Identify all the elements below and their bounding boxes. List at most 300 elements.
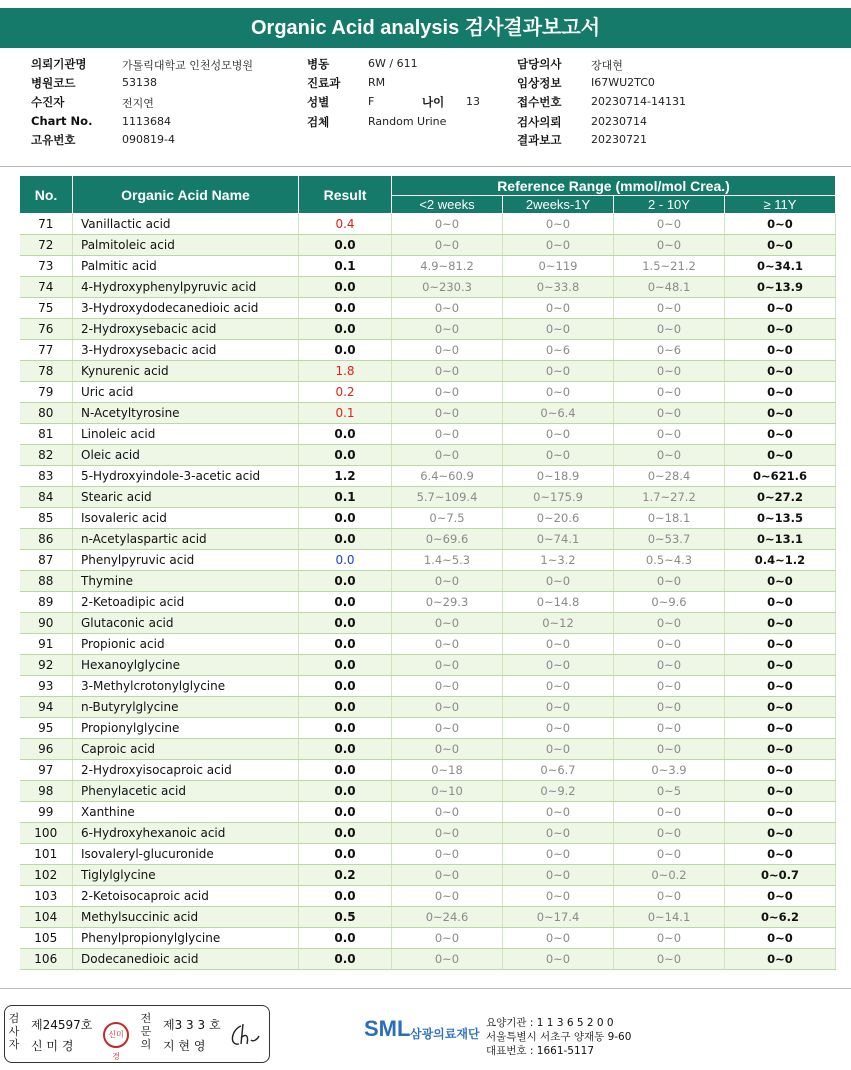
result-value: 0.1 [299, 487, 392, 508]
range-2weeks-1y: 0~0 [503, 949, 614, 970]
range-2-10y: 0~0 [614, 445, 725, 466]
range-11y-plus: 0~13.9 [725, 277, 836, 298]
range-11y-plus: 0~0 [725, 235, 836, 256]
acid-name: Phenylpyruvic acid [73, 550, 299, 571]
range-under-2-weeks: 0~0 [392, 319, 503, 340]
range-11y-plus: 0~0 [725, 340, 836, 361]
range-under-2-weeks: 0~0 [392, 886, 503, 907]
range-11y-plus: 0~0 [725, 655, 836, 676]
table-row [20, 298, 836, 319]
range-11y-plus: 0~0 [725, 928, 836, 949]
result-value: 0.4 [299, 214, 392, 235]
range-header-3: 2 - 10Y [614, 196, 725, 214]
row-number: 83 [20, 466, 73, 487]
info-label: Chart No. [31, 114, 93, 128]
table-row [20, 403, 836, 424]
range-2weeks-1y: 0~0 [503, 823, 614, 844]
result-value: 0.0 [299, 928, 392, 949]
range-11y-plus: 0~0 [725, 361, 836, 382]
range-2-10y: 0~0 [614, 634, 725, 655]
range-2weeks-1y: 0~0 [503, 361, 614, 382]
row-number: 96 [20, 739, 73, 760]
result-value: 0.0 [299, 571, 392, 592]
range-2-10y: 0~5 [614, 781, 725, 802]
range-2-10y: 0~18.1 [614, 508, 725, 529]
range-2weeks-1y: 1~3.2 [503, 550, 614, 571]
row-number: 90 [20, 613, 73, 634]
acid-name: N-Acetyltyrosine [73, 403, 299, 424]
range-under-2-weeks: 0~0 [392, 382, 503, 403]
range-11y-plus: 0~6.2 [725, 907, 836, 928]
result-value: 0.0 [299, 634, 392, 655]
table-row [20, 655, 836, 676]
signature-box [4, 1005, 270, 1063]
range-under-2-weeks: 0~230.3 [392, 277, 503, 298]
range-under-2-weeks: 0~0 [392, 571, 503, 592]
info-value: 전지연 [122, 97, 154, 110]
result-value: 0.0 [299, 235, 392, 256]
row-number: 100 [20, 823, 73, 844]
range-2weeks-1y: 0~6.7 [503, 760, 614, 781]
range-11y-plus: 0~0 [725, 886, 836, 907]
acid-name: Dodecanedioic acid [73, 949, 299, 970]
range-2weeks-1y: 0~119 [503, 256, 614, 277]
range-2weeks-1y: 0~0 [503, 676, 614, 697]
row-number: 75 [20, 298, 73, 319]
range-under-2-weeks: 0~0 [392, 697, 503, 718]
range-2-10y: 0~0 [614, 928, 725, 949]
row-number: 77 [20, 340, 73, 361]
range-under-2-weeks: 0~0 [392, 655, 503, 676]
result-value: 0.0 [299, 739, 392, 760]
table-row [20, 949, 836, 970]
result-value: 0.1 [299, 256, 392, 277]
table-row [20, 802, 836, 823]
range-2-10y: 0~0 [614, 949, 725, 970]
result-value: 0.2 [299, 382, 392, 403]
acid-name: 6-Hydroxyhexanoic acid [73, 823, 299, 844]
range-under-2-weeks: 1.4~5.3 [392, 550, 503, 571]
table-row [20, 697, 836, 718]
range-under-2-weeks: 0~69.6 [392, 529, 503, 550]
range-2-10y: 0~0 [614, 214, 725, 235]
result-value: 0.0 [299, 760, 392, 781]
result-value: 0.0 [299, 676, 392, 697]
table-row [20, 571, 836, 592]
result-value: 0.0 [299, 823, 392, 844]
row-number: 91 [20, 634, 73, 655]
range-under-2-weeks: 0~7.5 [392, 508, 503, 529]
tester-seal: 신미경 [103, 1022, 129, 1048]
tester-name: 신 미 경 [31, 1039, 74, 1053]
range-2-10y: 0~53.7 [614, 529, 725, 550]
acid-name: 2-Ketoisocaproic acid [73, 886, 299, 907]
acid-name: 4-Hydroxyphenylpyruvic acid [73, 277, 299, 298]
acid-name: Kynurenic acid [73, 361, 299, 382]
acid-name: Oleic acid [73, 445, 299, 466]
table-row [20, 781, 836, 802]
info-label: 임상정보 [517, 76, 562, 90]
table-row [20, 256, 836, 277]
range-2weeks-1y: 0~20.6 [503, 508, 614, 529]
info-value: 6W / 611 [368, 57, 418, 70]
row-number: 105 [20, 928, 73, 949]
range-under-2-weeks: 0~0 [392, 634, 503, 655]
row-number: 73 [20, 256, 73, 277]
row-number: 103 [20, 886, 73, 907]
result-value: 0.0 [299, 508, 392, 529]
acid-name: 2-Ketoadipic acid [73, 592, 299, 613]
range-11y-plus: 0~0 [725, 781, 836, 802]
range-2weeks-1y: 0~0 [503, 571, 614, 592]
info-value: 가톨릭대학교 인천성모병원 [122, 59, 254, 72]
tester-label: 검사자 [8, 1012, 20, 1051]
range-11y-plus: 0~0 [725, 403, 836, 424]
info-value: F [368, 95, 375, 108]
range-2-10y: 0~48.1 [614, 277, 725, 298]
table-row [20, 760, 836, 781]
table-row [20, 235, 836, 256]
footer-divider [0, 988, 851, 989]
range-11y-plus: 0~0 [725, 718, 836, 739]
range-2weeks-1y: 0~0 [503, 928, 614, 949]
range-2-10y: 0~0 [614, 823, 725, 844]
row-number: 80 [20, 403, 73, 424]
result-value: 0.0 [299, 277, 392, 298]
range-2weeks-1y: 0~0 [503, 802, 614, 823]
acid-name: n-Butyrylglycine [73, 697, 299, 718]
info-label: 결과보고 [517, 133, 562, 147]
range-2-10y: 0~0 [614, 571, 725, 592]
row-number: 101 [20, 844, 73, 865]
table-row [20, 361, 836, 382]
result-value: 0.0 [299, 529, 392, 550]
row-number: 72 [20, 235, 73, 256]
org-name: 삼광의료재단 [410, 1027, 480, 1041]
range-11y-plus: 0~0 [725, 844, 836, 865]
table-row [20, 676, 836, 697]
range-11y-plus: 0~0 [725, 634, 836, 655]
age-label: 나이 [422, 95, 445, 109]
org-phone: 대표번호 : 1661-5117 [486, 1045, 595, 1057]
info-value: 장대현 [591, 59, 623, 72]
info-label: 의뢰기관명 [31, 57, 87, 71]
range-2-10y: 0~0 [614, 235, 725, 256]
table-row [20, 907, 836, 928]
acid-name: Methylsuccinic acid [73, 907, 299, 928]
range-2weeks-1y: 0~14.8 [503, 592, 614, 613]
acid-name: 2-Hydroxyisocaproic acid [73, 760, 299, 781]
range-under-2-weeks: 0~0 [392, 949, 503, 970]
info-label: 병원코드 [31, 76, 76, 90]
range-2-10y: 0.5~4.3 [614, 550, 725, 571]
range-11y-plus: 0~0 [725, 613, 836, 634]
acid-name: Linoleic acid [73, 424, 299, 445]
range-2weeks-1y: 0~12 [503, 613, 614, 634]
range-under-2-weeks: 0~0 [392, 802, 503, 823]
result-value: 1.8 [299, 361, 392, 382]
range-under-2-weeks: 4.9~81.2 [392, 256, 503, 277]
range-2weeks-1y: 0~33.8 [503, 277, 614, 298]
range-under-2-weeks: 0~10 [392, 781, 503, 802]
info-label: 수진자 [31, 95, 65, 109]
range-11y-plus: 0~621.6 [725, 466, 836, 487]
table-row [20, 823, 836, 844]
row-number: 89 [20, 592, 73, 613]
range-11y-plus: 0~0 [725, 214, 836, 235]
info-value: 1113684 [122, 115, 171, 128]
result-value: 0.0 [299, 697, 392, 718]
acid-name: Hexanoylglycine [73, 655, 299, 676]
result-value: 1.2 [299, 466, 392, 487]
range-11y-plus: 0.4~1.2 [725, 550, 836, 571]
range-2weeks-1y: 0~175.9 [503, 487, 614, 508]
acid-name: Phenylacetic acid [73, 781, 299, 802]
range-2weeks-1y: 0~0 [503, 718, 614, 739]
row-number: 79 [20, 382, 73, 403]
range-under-2-weeks: 0~0 [392, 928, 503, 949]
result-value: 0.0 [299, 886, 392, 907]
table-row [20, 487, 836, 508]
table-row [20, 445, 836, 466]
result-value: 0.0 [299, 340, 392, 361]
range-2weeks-1y: 0~0 [503, 886, 614, 907]
row-number: 102 [20, 865, 73, 886]
table-row [20, 382, 836, 403]
range-2-10y: 1.5~21.2 [614, 256, 725, 277]
range-11y-plus: 0~34.1 [725, 256, 836, 277]
range-2weeks-1y: 0~0 [503, 634, 614, 655]
report-title: Organic Acid analysis 검사결과보고서 [0, 8, 851, 48]
range-2-10y: 0~0 [614, 802, 725, 823]
result-value: 0.0 [299, 445, 392, 466]
range-under-2-weeks: 0~0 [392, 235, 503, 256]
result-value: 0.0 [299, 844, 392, 865]
range-under-2-weeks: 0~0 [392, 298, 503, 319]
table-row [20, 214, 836, 235]
acid-name: Caproic acid [73, 739, 299, 760]
range-2-10y: 1.7~27.2 [614, 487, 725, 508]
row-number: 82 [20, 445, 73, 466]
range-11y-plus: 0~0 [725, 382, 836, 403]
acid-name: Palmitic acid [73, 256, 299, 277]
range-11y-plus: 0~13.1 [725, 529, 836, 550]
reviewer-label: 전문의 [140, 1012, 152, 1051]
acid-name: 3-Hydroxysebacic acid [73, 340, 299, 361]
range-2weeks-1y: 0~9.2 [503, 781, 614, 802]
range-under-2-weeks: 0~0 [392, 424, 503, 445]
row-number: 85 [20, 508, 73, 529]
range-2weeks-1y: 0~0 [503, 844, 614, 865]
tester-license: 제24597호 [31, 1018, 93, 1032]
range-under-2-weeks: 0~24.6 [392, 907, 503, 928]
info-value: 090819-4 [122, 133, 175, 146]
table-row [20, 424, 836, 445]
row-number: 95 [20, 718, 73, 739]
signature-icon [227, 1020, 263, 1050]
range-under-2-weeks: 0~0 [392, 739, 503, 760]
org-code: 요양기관 : 1 1 3 6 5 2 0 0 [486, 1017, 614, 1029]
result-value: 0.0 [299, 613, 392, 634]
row-number: 104 [20, 907, 73, 928]
range-under-2-weeks: 0~0 [392, 823, 503, 844]
range-under-2-weeks: 6.4~60.9 [392, 466, 503, 487]
acid-name: Xanthine [73, 802, 299, 823]
range-2-10y: 0~0 [614, 844, 725, 865]
range-2-10y: 0~0 [614, 886, 725, 907]
row-number: 94 [20, 697, 73, 718]
row-number: 84 [20, 487, 73, 508]
range-2weeks-1y: 0~6.4 [503, 403, 614, 424]
result-value: 0.0 [299, 802, 392, 823]
range-11y-plus: 0~0 [725, 760, 836, 781]
range-2-10y: 0~0 [614, 424, 725, 445]
info-value: I67WU2TC0 [591, 76, 655, 89]
row-number: 71 [20, 214, 73, 235]
range-2-10y: 0~0 [614, 718, 725, 739]
table-row [20, 634, 836, 655]
range-2weeks-1y: 0~18.9 [503, 466, 614, 487]
range-11y-plus: 0~0 [725, 571, 836, 592]
acid-name: Isovaleryl-glucuronide [73, 844, 299, 865]
range-11y-plus: 0~0 [725, 823, 836, 844]
acid-name: Uric acid [73, 382, 299, 403]
range-2-10y: 0~0 [614, 739, 725, 760]
range-under-2-weeks: 0~0 [392, 865, 503, 886]
range-2-10y: 0~14.1 [614, 907, 725, 928]
range-under-2-weeks: 0~0 [392, 403, 503, 424]
table-row [20, 865, 836, 886]
acid-name: Propionylglycine [73, 718, 299, 739]
info-value: RM [368, 76, 386, 89]
range-2weeks-1y: 0~0 [503, 445, 614, 466]
acid-name: Tiglylglycine [73, 865, 299, 886]
table-row [20, 466, 836, 487]
range-2-10y: 0~9.6 [614, 592, 725, 613]
range-under-2-weeks: 0~0 [392, 844, 503, 865]
row-number: 93 [20, 676, 73, 697]
info-label: 병동 [307, 57, 330, 71]
table-row [20, 529, 836, 550]
range-2-10y: 0~0 [614, 403, 725, 424]
info-label: 담당의사 [517, 57, 562, 71]
range-2-10y: 0~0 [614, 676, 725, 697]
table-row [20, 718, 836, 739]
info-label: 성별 [307, 95, 330, 109]
info-label: 진료과 [307, 76, 341, 90]
result-value: 0.0 [299, 298, 392, 319]
range-2weeks-1y: 0~0 [503, 739, 614, 760]
result-value: 0.0 [299, 592, 392, 613]
range-under-2-weeks: 5.7~109.4 [392, 487, 503, 508]
info-value: Random Urine [368, 115, 447, 128]
result-value: 0.1 [299, 403, 392, 424]
range-under-2-weeks: 0~0 [392, 613, 503, 634]
range-2-10y: 0~28.4 [614, 466, 725, 487]
range-11y-plus: 0~0 [725, 319, 836, 340]
range-2weeks-1y: 0~0 [503, 319, 614, 340]
info-value: 20230714-14131 [591, 95, 686, 108]
range-2-10y: 0~0 [614, 382, 725, 403]
range-header-2: 2weeks-1Y [503, 196, 614, 214]
row-number: 76 [20, 319, 73, 340]
table-row [20, 592, 836, 613]
row-number: 106 [20, 949, 73, 970]
range-under-2-weeks: 0~0 [392, 445, 503, 466]
range-2weeks-1y: 0~0 [503, 865, 614, 886]
range-11y-plus: 0~0 [725, 949, 836, 970]
range-under-2-weeks: 0~0 [392, 676, 503, 697]
table-row [20, 613, 836, 634]
row-number: 74 [20, 277, 73, 298]
result-value: 0.0 [299, 550, 392, 571]
info-value: 20230714 [591, 115, 647, 128]
range-under-2-weeks: 0~0 [392, 361, 503, 382]
range-header-4: ≥ 11Y [725, 196, 836, 214]
range-11y-plus: 0~0 [725, 697, 836, 718]
result-value: 0.0 [299, 718, 392, 739]
row-number: 99 [20, 802, 73, 823]
range-11y-plus: 0~0 [725, 298, 836, 319]
table-row [20, 319, 836, 340]
col-no-header: No. [20, 176, 73, 214]
range-2weeks-1y: 0~17.4 [503, 907, 614, 928]
range-2-10y: 0~0.2 [614, 865, 725, 886]
info-value: 53138 [122, 76, 157, 89]
range-header-1: <2 weeks [392, 196, 503, 214]
range-under-2-weeks: 0~0 [392, 214, 503, 235]
range-11y-plus: 0~0 [725, 802, 836, 823]
range-2weeks-1y: 0~0 [503, 655, 614, 676]
table-row [20, 928, 836, 949]
acid-name: Phenylpropionylglycine [73, 928, 299, 949]
range-2weeks-1y: 0~0 [503, 697, 614, 718]
range-2-10y: 0~0 [614, 298, 725, 319]
range-2weeks-1y: 0~0 [503, 235, 614, 256]
range-2-10y: 0~0 [614, 361, 725, 382]
result-value: 0.0 [299, 655, 392, 676]
row-number: 81 [20, 424, 73, 445]
range-2weeks-1y: 0~74.1 [503, 529, 614, 550]
result-value: 0.5 [299, 907, 392, 928]
acid-name: Thymine [73, 571, 299, 592]
range-11y-plus: 0~0 [725, 676, 836, 697]
acid-name: Palmitoleic acid [73, 235, 299, 256]
acid-name: Propionic acid [73, 634, 299, 655]
table-row [20, 277, 836, 298]
table-row [20, 550, 836, 571]
table-row [20, 508, 836, 529]
acid-name: 3-Hydroxydodecanedioic acid [73, 298, 299, 319]
info-value: 20230721 [591, 133, 647, 146]
col-result-header: Result [299, 176, 392, 214]
info-label: 접수번호 [517, 95, 562, 109]
result-value: 0.0 [299, 781, 392, 802]
acid-name: Stearic acid [73, 487, 299, 508]
org-address: 서울특별시 서초구 양재동 9-60 [486, 1031, 632, 1043]
info-label: 고유번호 [31, 133, 76, 147]
info-label: 검체 [307, 115, 330, 129]
range-2weeks-1y: 0~0 [503, 382, 614, 403]
acid-name: 3-Methylcrotonylglycine [73, 676, 299, 697]
row-number: 97 [20, 760, 73, 781]
row-number: 98 [20, 781, 73, 802]
range-under-2-weeks: 0~0 [392, 718, 503, 739]
range-11y-plus: 0~0 [725, 445, 836, 466]
result-value: 0.2 [299, 865, 392, 886]
range-2-10y: 0~0 [614, 319, 725, 340]
range-11y-plus: 0~0 [725, 424, 836, 445]
